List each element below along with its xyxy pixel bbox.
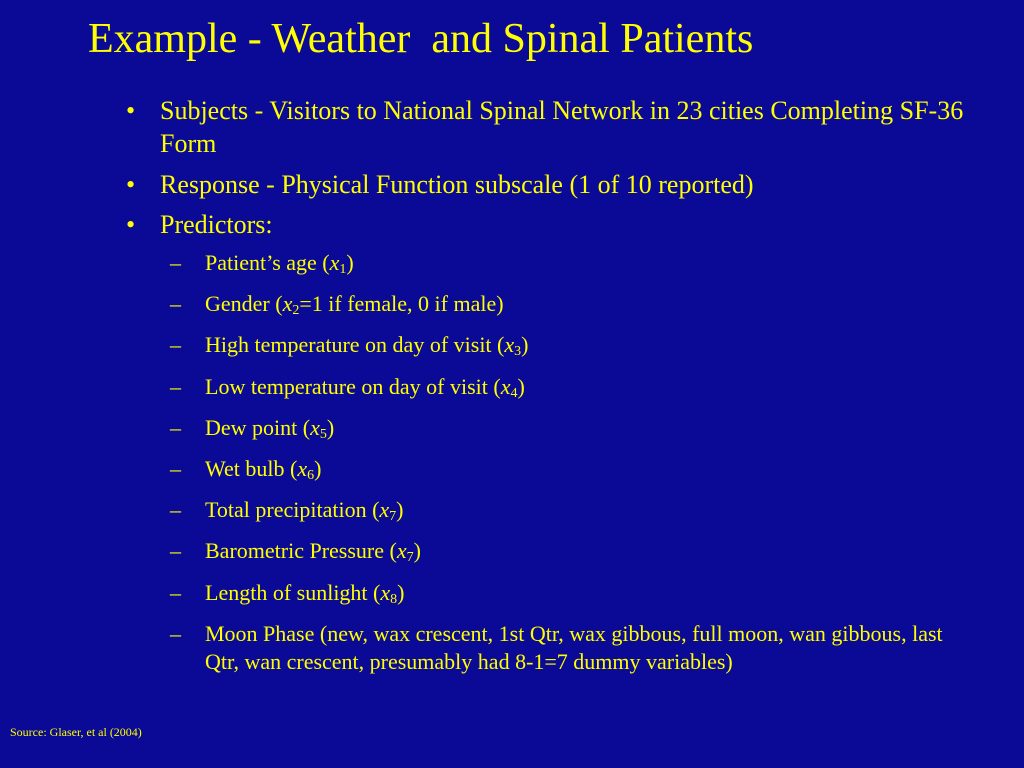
- bullet-text: Response - Physical Function subscale (1 of 10 reported): [160, 169, 754, 199]
- predictor-text-after: ): [521, 332, 529, 358]
- dash-marker: –: [170, 373, 181, 399]
- dash-marker: –: [170, 291, 181, 317]
- bullet-marker: •: [126, 96, 136, 125]
- bullet-subjects: [120, 94, 980, 161]
- dash-marker: –: [170, 456, 181, 481]
- bullet-text: Predictors:: [160, 209, 273, 239]
- predictor-text: High temperature on day of visit (: [205, 332, 505, 358]
- predictor-item-precipitation: [160, 496, 980, 526]
- variable-symbol: $x_8$: [380, 579, 398, 607]
- predictor-text: Barometric Pressure (: [205, 538, 397, 564]
- predictor-text: Low temperature on day of visit (: [205, 373, 501, 399]
- bullet-marker: •: [126, 169, 136, 199]
- variable-symbol: $x_7$: [379, 497, 397, 525]
- variable-subscript: 7: [406, 550, 414, 566]
- predictor-text-after: ): [346, 250, 354, 276]
- dash-marker: –: [170, 579, 181, 605]
- predictor-item-gender: [160, 290, 980, 320]
- predictor-text: Dew point (: [205, 414, 311, 440]
- variable-subscript: 4: [510, 385, 518, 401]
- bullet-text: Subjects - Visitors to National Spinal Network in 23 cities Completing SF-36 Form: [160, 96, 964, 159]
- predictor-text-after: ): [314, 456, 322, 481]
- variable-subscript: 5: [319, 426, 327, 442]
- variable-symbol: $x_7$: [396, 538, 414, 566]
- bullet-predictors: [120, 208, 980, 677]
- predictor-item-age: [160, 249, 980, 279]
- predictor-text-after: ): [326, 414, 335, 440]
- variable-symbol: $x_1$: [329, 250, 347, 278]
- predictor-text-after: =1 if female, 0 if male): [299, 291, 504, 317]
- predictor-text: Wet bulb (: [205, 456, 298, 481]
- predictor-text-after: ): [396, 497, 404, 523]
- variable-subscript: 3: [514, 344, 522, 360]
- dash-marker: –: [170, 497, 181, 523]
- variable-subscript: 2: [292, 303, 300, 319]
- bullet-list: [120, 94, 980, 688]
- predictor-item-pressure: [160, 537, 980, 567]
- predictor-item-dew-point: [160, 414, 980, 444]
- bullet-response: [120, 168, 980, 201]
- predictor-item-high-temp: [160, 331, 980, 361]
- variable-symbol: $x_6$: [297, 456, 315, 483]
- predictor-text-after: ): [413, 538, 421, 564]
- predictor-text-after: ): [517, 373, 525, 399]
- slide-title: Example - Weather and Spinal Patients: [88, 16, 754, 62]
- variable-subscript: 6: [307, 468, 315, 483]
- dash-marker: –: [170, 538, 181, 564]
- variable-subscript: 8: [390, 591, 398, 607]
- predictor-list: [160, 249, 980, 677]
- variable-subscript: 7: [389, 509, 397, 525]
- dash-marker: –: [170, 414, 181, 440]
- dash-marker: –: [170, 332, 181, 358]
- variable-symbol: $x_4$: [500, 373, 518, 401]
- predictor-text-after: ): [397, 579, 405, 605]
- source-citation: Source: Glaser, et al (2004): [10, 725, 142, 739]
- variable-symbol: $x_2$: [282, 291, 300, 319]
- predictor-item-sunlight: [160, 579, 980, 609]
- predictor-item-moon-phase: [160, 620, 980, 677]
- variable-symbol: $x_3$: [504, 332, 522, 360]
- predictor-text: Moon Phase (new, wax crescent, 1st Qtr, wax gibbous, full moon, wan gibbous, last Qtr, wan crescent, presumably had 8-1=7 dummy variables): [205, 620, 943, 675]
- predictor-text: Gender (: [205, 291, 283, 317]
- dash-marker: –: [170, 620, 181, 646]
- predictor-item-wet-bulb: [160, 455, 980, 485]
- predictor-text: Length of sunlight (: [205, 579, 381, 605]
- predictor-text: Patient’s age (: [205, 250, 330, 276]
- bullet-marker: •: [126, 209, 136, 239]
- dash-marker: –: [170, 250, 181, 276]
- predictor-item-low-temp: [160, 373, 980, 403]
- variable-symbol: $x_5$: [310, 414, 327, 442]
- variable-subscript: 1: [339, 262, 347, 278]
- predictor-text: Total precipitation (: [205, 497, 380, 523]
